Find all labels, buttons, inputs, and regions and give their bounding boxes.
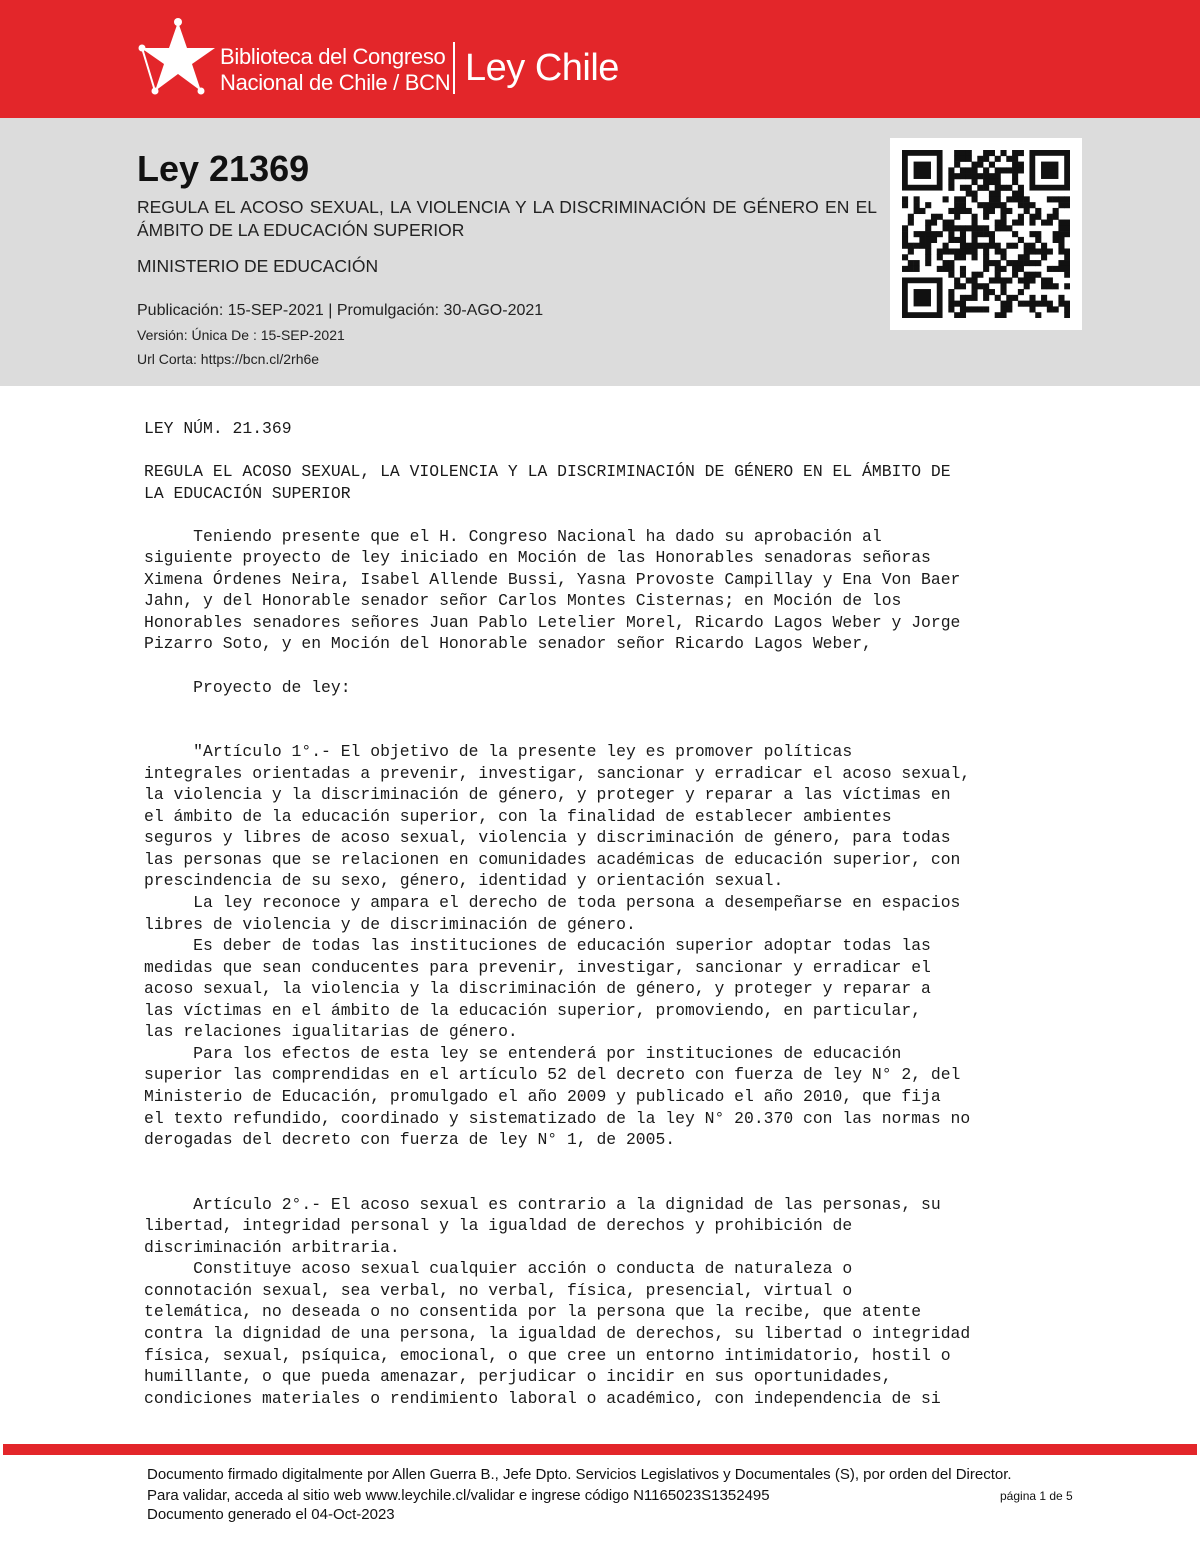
law-text-line xyxy=(144,440,1140,462)
qr-code xyxy=(890,138,1082,330)
law-text-line: humillante, o que pueda amenazar, perjudicar o incidir en sus oportunidades, xyxy=(144,1367,892,1387)
law-text-line: Pizarro Soto, y en Moción del Honorable senador señor Ricardo Lagos Weber, xyxy=(144,634,872,654)
page-number: página 1 de 5 xyxy=(1000,1489,1073,1503)
law-subtitle: REGULA EL ACOSO SEXUAL, LA VIOLENCIA Y LA DISCRIMINACIÓN DE GÉNERO EN EL ÁMBITO DE LA EDUCACIÓN SUPERIOR xyxy=(137,197,877,240)
short-url[interactable]: Url Corta: https://bcn.cl/2rh6e xyxy=(137,351,320,367)
law-text-line: física, sexual, psíquica, emocional, o que cree un entorno intimidatorio, hostil o xyxy=(144,1345,951,1365)
law-text-line: las personas que se relacionen en comunidades académicas de educación superior, con xyxy=(144,849,961,869)
law-text-line: seguros y libres de acoso sexual, violencia y discriminación de género, para todas xyxy=(144,828,951,848)
brand-name xyxy=(220,44,450,96)
law-text-line xyxy=(144,1151,1140,1173)
law-text-line: condiciones materiales o rendimiento laboral o académico, con independencia de si xyxy=(144,1388,941,1408)
law-text xyxy=(144,418,1140,1409)
law-text-line xyxy=(144,720,1140,742)
law-text-line: el texto refundido, coordinado y sistematizado de la ley N° 20.370 con las normas no xyxy=(144,1108,971,1128)
law-text-line: Constituye acoso sexual cualquier acción o conducta de naturaleza o xyxy=(144,1259,853,1279)
law-text-line xyxy=(144,504,1140,526)
law-title: Ley 21369 xyxy=(137,148,310,189)
version-info: Versión: Única De : 15-SEP-2021 xyxy=(137,327,345,343)
law-text-line: el ámbito de la educación superior, con la finalidad de establecer ambientes xyxy=(144,806,892,826)
law-text-line: las relaciones igualitarias de género. xyxy=(144,1022,518,1042)
law-text-line xyxy=(144,698,1140,720)
law-text-line: Ximena Órdenes Neira, Isabel Allende Bussi, Yasna Provoste Campillay y Ena Von Baer xyxy=(144,569,961,589)
law-text-line: las víctimas en el ámbito de la educación superior, promoviendo, en particular, xyxy=(144,1000,922,1020)
brand-line-2: Nacional de Chile / BCN xyxy=(220,70,451,95)
footer-validation: Para validar, acceda al sitio web www.leychile.cl/validar e ingrese código N1165023S1352495 xyxy=(147,1487,770,1504)
law-text-line: connotación sexual, sea verbal, no verbal, física, presencial, virtual o xyxy=(144,1280,853,1300)
law-text-line: integrales orientadas a prevenir, investigar, sancionar y erradicar el acoso sexual, xyxy=(144,763,971,783)
law-text-line: acoso sexual, la violencia y la discriminación de género, y proteger y reparar a xyxy=(144,979,931,999)
brand-divider xyxy=(453,42,455,94)
law-text-line: discriminación arbitraria. xyxy=(144,1237,400,1257)
brand-line-1: Biblioteca del Congreso xyxy=(220,44,446,69)
publication-info: Publicación: 15-SEP-2021 | Promulgación: 30-AGO-2021 xyxy=(137,302,544,319)
qr-code-icon xyxy=(902,150,1070,318)
law-text-line: Es deber de todas las instituciones de educación superior adoptar todas las xyxy=(144,936,931,956)
law-text-line: Teniendo presente que el H. Congreso Nacional ha dado su aprobación al xyxy=(144,526,882,546)
law-text-line: Honorables senadores señores Juan Pablo Letelier Morel, Ricardo Lagos Weber y Jorge xyxy=(144,612,961,632)
law-text-line: siguiente proyecto de ley iniciado en Moción de las Honorables senadoras señoras xyxy=(144,548,931,568)
law-text-line: Artículo 2°.- El acoso sexual es contrario a la dignidad de las personas, su xyxy=(144,1194,941,1214)
law-text-line: telemática, no deseada o no consentida por la persona que la recibe, que atente xyxy=(144,1302,922,1322)
law-text-line: LA EDUCACIÓN SUPERIOR xyxy=(144,483,351,503)
law-text-line: Jahn, y del Honorable senador señor Carlos Montes Cisternas; en Moción de los xyxy=(144,591,902,611)
bcn-star-logo-icon xyxy=(138,18,218,98)
law-text-line: Ministerio de Educación, promulgado el año 2009 y publicado el año 2010, que fija xyxy=(144,1086,941,1106)
law-text-line xyxy=(144,1172,1140,1194)
footer-rule xyxy=(3,1444,1197,1455)
law-text-line: medidas que sean conducentes para prevenir, investigar, sancionar y erradicar el xyxy=(144,957,931,977)
law-text-line: LEY NÚM. 21.369 xyxy=(144,419,292,438)
footer-generated: Documento generado el 04-Oct-2023 xyxy=(147,1506,395,1523)
law-text-line: prescindencia de su sexo, género, identidad y orientación sexual. xyxy=(144,871,784,891)
law-text-line: superior las comprendidas en el artículo 52 del decreto con fuerza de ley N° 2, del xyxy=(144,1065,961,1085)
law-text-line: la violencia y la discriminación de género, y proteger y reparar a las víctimas en xyxy=(144,785,951,805)
law-text-line: Proyecto de ley: xyxy=(144,677,351,697)
brand-ley-chile: Ley Chile xyxy=(465,47,619,89)
law-text-line: REGULA EL ACOSO SEXUAL, LA VIOLENCIA Y LA DISCRIMINACIÓN DE GÉNERO EN EL ÁMBITO DE xyxy=(144,462,951,482)
law-text-line: libertad, integridad personal y la igualdad de derechos y prohibición de xyxy=(144,1216,853,1236)
law-text-line: La ley reconoce y ampara el derecho de toda persona a desempeñarse en espacios xyxy=(144,893,961,913)
footer-signature: Documento firmado digitalmente por Allen Guerra B., Jefe Dpto. Servicios Legislativos y Documentales (S), por orden del Director. xyxy=(147,1466,1012,1483)
law-text-line: derogadas del decreto con fuerza de ley N° 1, de 2005. xyxy=(144,1130,676,1150)
law-text-line: contra la dignidad de una persona, la igualdad de derechos, su libertad o integridad xyxy=(144,1323,971,1343)
law-text-line xyxy=(144,655,1140,677)
ministry: MINISTERIO DE EDUCACIÓN xyxy=(137,256,379,276)
law-text-line: Para los efectos de esta ley se entenderá por instituciones de educación xyxy=(144,1043,902,1063)
law-text-line: libres de violencia y de discriminación de género. xyxy=(144,914,636,934)
law-text-line: "Artículo 1°.- El objetivo de la presente ley es promover políticas xyxy=(144,742,853,762)
